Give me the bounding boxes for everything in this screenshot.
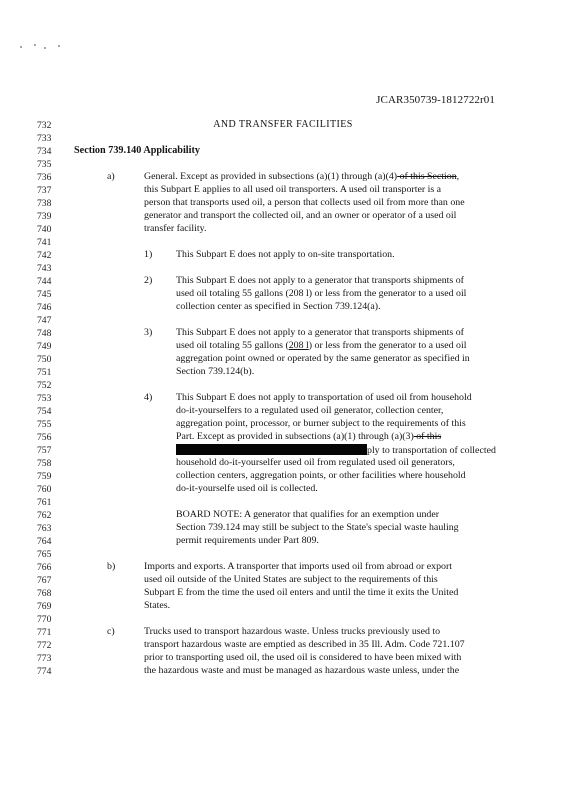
board-note-line: BOARD NOTE: A generator that qualifies for an exemption under bbox=[176, 509, 439, 520]
subsection-a3-line: aggregation point owned or operated by the same generator as specified in bbox=[176, 353, 470, 364]
line-number: 740 bbox=[37, 224, 52, 235]
line-number: 741 bbox=[37, 237, 52, 248]
subsection-b-line: used oil outside of the United States are subject to the requirements of this bbox=[144, 574, 438, 585]
line-number: 762 bbox=[37, 510, 52, 521]
line-number: 773 bbox=[37, 653, 52, 664]
line-number: 770 bbox=[37, 614, 52, 625]
subsection-a2-line: used oil totaling 55 gallons (208 l) or less from the generator to a used oil bbox=[176, 288, 467, 299]
subsection-c-line: prior to transporting used oil, the used oil is considered to have been mixed with bbox=[144, 652, 462, 663]
line-number: 768 bbox=[37, 588, 52, 599]
subsection-marker-a1: 1) bbox=[144, 249, 153, 260]
subsection-b-line: Subpart E from the time the used oil enters and until the time it exits the United bbox=[144, 587, 459, 598]
line-number: 744 bbox=[37, 276, 52, 287]
line-number: 747 bbox=[37, 315, 52, 326]
line-number: 765 bbox=[37, 549, 52, 560]
line-number: 756 bbox=[37, 432, 52, 443]
subsection-marker-a2: 2) bbox=[144, 275, 153, 286]
subsection-a2-line: This Subpart E does not apply to a generator that transports shipments of bbox=[176, 275, 464, 286]
line-number: 763 bbox=[37, 523, 52, 534]
line-number: 761 bbox=[37, 497, 52, 508]
line-number: 753 bbox=[37, 393, 52, 404]
subsection-a-line: generator and transport the collected oil, and an owner or operator of a used oil bbox=[144, 210, 457, 221]
subsection-a-line: this Subpart E applies to all used oil transporters. A used oil transporter is a bbox=[144, 184, 442, 195]
subsection-a-line: General. Except as provided in subsections (a)(1) through (a)(4) of this Section, bbox=[144, 171, 460, 182]
line-number: 757 bbox=[37, 445, 52, 456]
board-note-line: permit requirements under Part 809. bbox=[176, 535, 319, 546]
subsection-a4-line: household do-it-yourselfer used oil from regulated used oil generators, bbox=[176, 457, 455, 468]
line-number: 758 bbox=[37, 458, 52, 469]
scan-artifact bbox=[20, 40, 80, 60]
subsection-a2-line: collection center as specified in Section 739.124(a). bbox=[176, 301, 381, 312]
subsection-marker-a: a) bbox=[107, 171, 115, 182]
subsection-a3-line: This Subpart E does not apply to a generator that transports shipments of bbox=[176, 327, 464, 338]
line-number: 767 bbox=[37, 575, 52, 586]
document-id: JCAR350739-1812722r01 bbox=[376, 94, 495, 106]
line-number: 750 bbox=[37, 354, 52, 365]
board-note-line: Section 739.124 may still be subject to the State's special waste hauling bbox=[176, 522, 459, 533]
subsection-marker-c: c) bbox=[107, 626, 115, 637]
line-number: 769 bbox=[37, 601, 52, 612]
line-number: 764 bbox=[37, 536, 52, 547]
line-number: 733 bbox=[37, 133, 52, 144]
subsection-c-line: the hazardous waste and must be managed as hazardous waste unless, under the bbox=[144, 665, 460, 676]
line-number: 737 bbox=[37, 185, 52, 196]
subsection-a4-line: do-it-yourselfers to a regulated used oil generator, collection center, bbox=[176, 405, 444, 416]
line-number: 748 bbox=[37, 328, 52, 339]
line-number: 739 bbox=[37, 211, 52, 222]
line-number: 742 bbox=[37, 250, 52, 261]
line-number: 738 bbox=[37, 198, 52, 209]
line-number: 746 bbox=[37, 302, 52, 313]
subsection-marker-a3: 3) bbox=[144, 327, 153, 338]
line-number: 759 bbox=[37, 471, 52, 482]
subsection-a4-line: ply to transportation of collected bbox=[176, 444, 496, 457]
line-number: 751 bbox=[37, 367, 52, 378]
redaction-bar bbox=[176, 444, 367, 455]
line-number: 754 bbox=[37, 406, 52, 417]
subsection-a4-line: aggregation point, processor, or burner subject to the requirements of this bbox=[176, 418, 466, 429]
line-number: 743 bbox=[37, 263, 52, 274]
subsection-a3-line: used oil totaling 55 gallons (208 l) or less from the generator to a used oil bbox=[176, 340, 467, 351]
line-number: 755 bbox=[37, 419, 52, 430]
line-number: 736 bbox=[37, 172, 52, 183]
line-number: 771 bbox=[37, 627, 52, 638]
page-heading: AND TRANSFER FACILITIES bbox=[213, 119, 353, 130]
subsection-a4-line: This Subpart E does not apply to transportation of used oil from household bbox=[176, 392, 472, 403]
subsection-marker-b: b) bbox=[107, 561, 116, 572]
line-number: 752 bbox=[37, 380, 52, 391]
subsection-a3-line: Section 739.124(b). bbox=[176, 366, 255, 377]
section-title: Section 739.140 Applicability bbox=[74, 145, 200, 156]
subsection-marker-a4: 4) bbox=[144, 392, 153, 403]
subsection-b-line: Imports and exports. A transporter that imports used oil from abroad or export bbox=[144, 561, 452, 572]
subsection-a4-line: do-it-yourselfe used oil is collected. bbox=[176, 483, 318, 494]
line-number: 734 bbox=[37, 146, 52, 157]
line-number: 732 bbox=[37, 120, 52, 131]
subsection-b-line: States. bbox=[144, 600, 171, 611]
subsection-a4-line: collection centers, aggregation points, or other facilities where household bbox=[176, 470, 466, 481]
line-number: 772 bbox=[37, 640, 52, 651]
line-number: 774 bbox=[37, 666, 52, 677]
subsection-c-line: transport hazardous waste are emptied as described in 35 Ill. Adm. Code 721.107 bbox=[144, 639, 465, 650]
line-number: 749 bbox=[37, 341, 52, 352]
line-number: 735 bbox=[37, 159, 52, 170]
line-number: 760 bbox=[37, 484, 52, 495]
subsection-a-line: transfer facility. bbox=[144, 223, 207, 234]
subsection-c-line: Trucks used to transport hazardous waste. Unless trucks previously used to bbox=[144, 626, 441, 637]
line-number: 745 bbox=[37, 289, 52, 300]
subsection-a4-line: Part. Except as provided in subsections (a)(1) through (a)(3) of this bbox=[176, 431, 442, 442]
line-number: 766 bbox=[37, 562, 52, 573]
subsection-a-line: person that transports used oil, a person that collects used oil from more than one bbox=[144, 197, 465, 208]
subsection-a1-line: This Subpart E does not apply to on-site transportation. bbox=[176, 249, 395, 260]
